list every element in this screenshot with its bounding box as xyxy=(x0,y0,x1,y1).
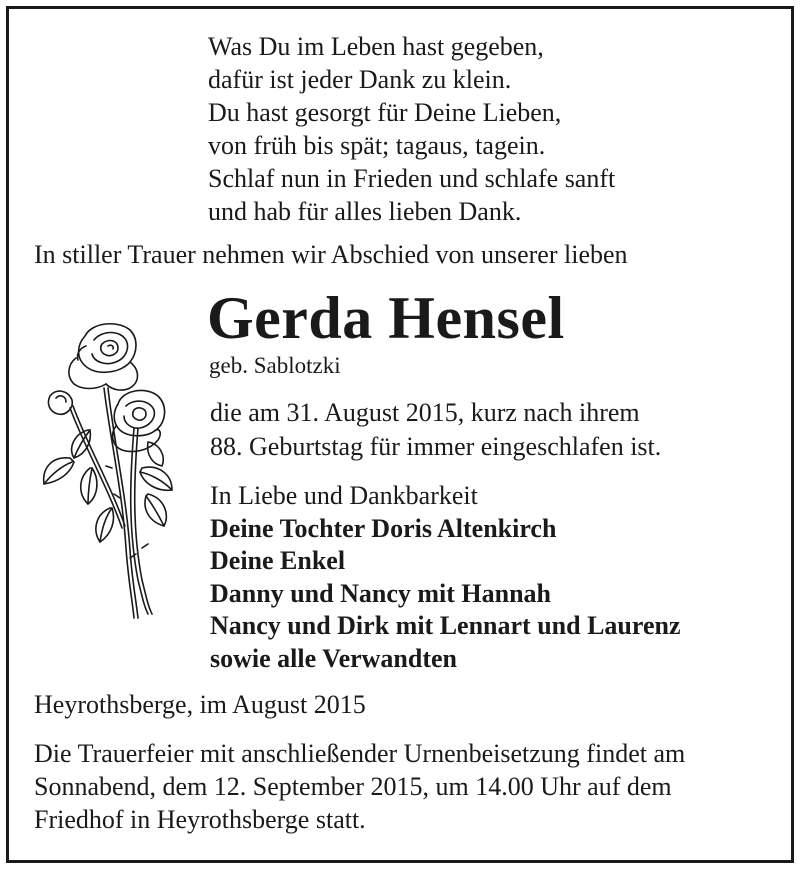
family-line: Deine Enkel xyxy=(210,546,346,575)
family-line: Danny und Nancy mit Hannah xyxy=(210,578,551,608)
poem-line: von früh bis spät; tagaus, tagein. xyxy=(208,131,546,160)
death-line: die am 31. August 2015, kurz nach ihrem xyxy=(210,398,640,427)
family-line: Deine Tochter Doris Altenkirch xyxy=(210,513,557,543)
service-line: Die Trauerfeier mit anschließender Urnenbeisetzung findet am xyxy=(34,739,686,768)
family-signatures xyxy=(210,480,681,675)
intro-text: In stiller Trauer nehmen wir Abschied von unserer lieben xyxy=(34,240,628,269)
death-line: 88. Geburtstag für immer eingeschlafen ist. xyxy=(210,432,662,461)
family-line: sowie alle Verwandten xyxy=(210,643,457,673)
rose-icon xyxy=(30,318,180,628)
family-line: Nancy und Dirk mit Lennart und Laurenz xyxy=(210,611,681,640)
service-line: Friedhof in Heyrothsberge statt. xyxy=(34,805,366,834)
service-line: Sonnabend, dem 12. September 2015, um 14.00 Uhr auf dem xyxy=(34,772,672,801)
death-text xyxy=(210,396,661,464)
poem-line: und hab für alles lieben Dank. xyxy=(208,197,522,226)
family-intro: In Liebe und Dankbarkeit xyxy=(210,481,478,510)
maiden-name: geb. Sablotzki xyxy=(209,353,341,378)
deceased-name: Gerda Hensel xyxy=(207,285,565,351)
service-info xyxy=(34,737,685,836)
poem-line: Was Du im Leben hast gegeben, xyxy=(208,32,544,61)
poem-line: Du hast gesorgt für Deine Lieben, xyxy=(208,98,562,127)
place-date: Heyrothsberge, im August 2015 xyxy=(34,690,366,719)
poem xyxy=(208,30,615,228)
poem-line: Schlaf nun in Frieden und schlafe sanft xyxy=(208,164,616,193)
poem-line: dafür ist jeder Dank zu klein. xyxy=(208,65,512,94)
